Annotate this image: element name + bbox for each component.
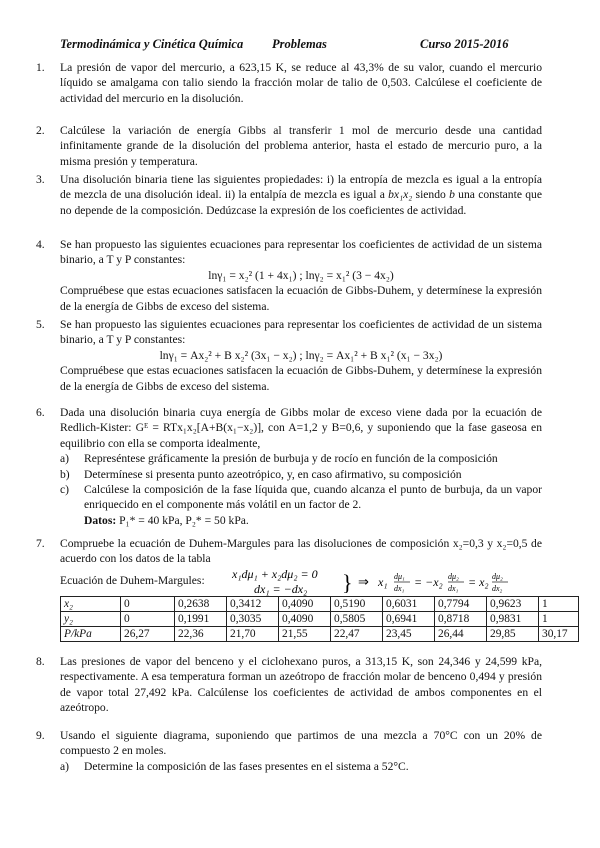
svg-text:x₁dμ₁ + x₂dμ₂ = 0: x₁dμ₁ + x₂dμ₂ = 0: [232, 567, 318, 581]
table-cell: 0,3412: [227, 597, 279, 612]
problem-6: [36, 405, 542, 528]
table-cell: 0,6031: [383, 597, 435, 612]
activity-equations: lnγ₁ = x₂² (1 + 4x₁) ; lnγ₂ = x₁² (3 − 4x₂): [208, 268, 394, 282]
problem-5: [36, 317, 542, 394]
course-year: Curso 2015-2016: [420, 37, 509, 51]
svg-text:}: }: [342, 570, 353, 595]
svg-text:dx₁ = −dx₂: dx₁ = −dx₂: [254, 582, 308, 596]
table-cell: 0,8718: [435, 612, 487, 627]
problem-8: [36, 654, 542, 716]
problem-outro: Compruébese que estas ecuaciones satisfacen la ecuación de Gibbs-Duhem, y determínese la expresión de la energía de Gibbs de exceso del sistema.: [60, 364, 542, 393]
table-cell: 21,55: [279, 627, 331, 642]
table-cell: 0,9831: [487, 612, 539, 627]
row-header: x₂: [61, 597, 121, 612]
table-row: [61, 627, 579, 642]
problem-4: [36, 237, 542, 314]
problem-1: [36, 60, 542, 106]
svg-text:dx₁: dx₁: [448, 584, 459, 593]
problem-number: 8.: [36, 655, 45, 668]
table-cell: 0,3035: [227, 612, 279, 627]
duhem-margules-equation: [60, 566, 560, 596]
sub-item-b: b) Determínese si presenta punto azeotrópico, y, en caso afirmativo, su composición: [60, 467, 462, 481]
document-type: Problemas: [272, 37, 327, 51]
table-cell: 29,85: [487, 627, 539, 642]
svg-text:dμ₂: dμ₂: [448, 572, 459, 581]
problem-number: 3.: [36, 173, 45, 186]
course-subject: Termodinámica y Cinética Química: [60, 37, 244, 51]
problem-outro: Compruébese que estas ecuaciones satisfacen la ecuación de Gibbs-Duhem, y determínese la expresión de la energía de Gibbs de exceso del sistema.: [60, 284, 542, 313]
row-header: P/kPa: [61, 627, 121, 642]
table-cell: 0,2638: [175, 597, 227, 612]
table-cell: 0,4090: [279, 612, 331, 627]
constant-b: b: [449, 188, 455, 202]
sub-item-a: a) Determine la composición de las fases presentes en el sistema a 52°C.: [60, 759, 409, 773]
activity-equations: lnγ₁ = Ax₂² + B x₂² (3x₁ − x₂) ; lnγ₂ = Ax₁² + B x₁² (x₁ − 3x₂): [159, 348, 443, 362]
problem-number: 5.: [36, 318, 45, 331]
svg-text:dμ₂: dμ₂: [492, 572, 503, 581]
problem-intro: Compruebe la ecuación de Duhem-Margules para las disoluciones de composición x₂=0,3 y x₂=0,5 de acuerdo con los datos de la tabla: [60, 537, 542, 566]
problem-number: 4.: [36, 238, 45, 251]
table-cell: 0: [121, 612, 175, 627]
problem-text: Calcúlese la variación de energía Gibbs al transferir 1 mol de mercurio desde una cantidad infinitamente grande de la disolución del problema anterior, hasta el estado de mercurio puro, a la misma presión y temperatura.: [60, 124, 542, 168]
table-row: [61, 612, 579, 627]
table-cell: 0,5805: [331, 612, 383, 627]
table-cell: 0: [121, 597, 175, 612]
table-cell: 0,1991: [175, 612, 227, 627]
problem-text: Las presiones de vapor del benceno y el ciclohexano puros, a 313,15 K, son 24,346 y 24,599 kPa, respectivamente. A esa temperatura forman un azeótropo de fracción molar de benceno 0,494 y presión de vapor total 27,492 kPa. Calcúlense los coeficientes de actividad de ambos componentes en el azeótropo.: [60, 655, 542, 715]
problem-intro: Usando el siguiente diagrama, suponiendo que partimos de una mezcla a 70°C con un 20% de compuesto 2 en moles.: [60, 729, 542, 758]
table-cell: 0,7794: [435, 597, 487, 612]
duhem-label: Ecuación de Duhem-Margules:: [60, 574, 205, 587]
svg-text:⇒: ⇒: [358, 574, 369, 589]
table-cell: 30,17: [539, 627, 579, 642]
problem-number: 7.: [36, 537, 45, 550]
duhem-formula: [230, 566, 560, 596]
table-cell: 0,9623: [487, 597, 539, 612]
table-cell: 26,44: [435, 627, 487, 642]
table-cell: 1: [539, 612, 579, 627]
problem-text: Una disolución binaria tiene las siguientes propiedades: i) la entropía de mezcla es igual a la entropía de mezcla de una disolución ideal. ii) la entalpía de mezcla es igual a bx₁x₂ siendo b una constante que no depende de la composición. Dedúzcase la expresión de los coeficientes de actividad.: [60, 173, 542, 217]
problem-9: [36, 728, 542, 774]
table-cell: 22,36: [175, 627, 227, 642]
problem-intro: Dada una disolución binaria cuya energía de Gibbs molar de exceso viene dada por la ecuación de Redlich-Kister: Gᴱ = RTx₁x₂[A+B(x₁−x₂)], con A=1,2 y B=0,6, y suponiendo que la fase gaseosa en equilibrio con ella se comporta idealmente,: [60, 406, 542, 450]
problem-intro: Se han propuesto las siguientes ecuaciones para representar los coeficientes de actividad de un sistema binario, a T y P constantes:: [60, 318, 542, 347]
problem-number: 2.: [36, 124, 45, 137]
table-cell: 0,6941: [383, 612, 435, 627]
row-header: y₂: [61, 612, 121, 627]
table-cell: 26,27: [121, 627, 175, 642]
sub-item-c: c) Calcúlese la composición de la fase líquida que, cuando alcanza el punto de burbuja, da un vapor enriquecido en el componente más volátil en un factor de 2.: [60, 483, 542, 512]
problem-intro: Se han propuesto las siguientes ecuaciones para representar los coeficientes de actividad de un sistema binario, a T y P constantes:: [60, 238, 542, 267]
problem-number: 9.: [36, 729, 45, 742]
problem-3: [36, 172, 542, 218]
table-row: [61, 597, 579, 612]
problem-7: [36, 536, 542, 567]
svg-text:dμ₁: dμ₁: [394, 572, 405, 581]
table-cell: 21,70: [227, 627, 279, 642]
table-cell: 22,47: [331, 627, 383, 642]
given-data: Datos: P₁* = 40 kPa, P₂* = 50 kPa.: [84, 513, 249, 527]
table-cell: 1: [539, 597, 579, 612]
table-cell: 0,4090: [279, 597, 331, 612]
problem-text: La presión de vapor del mercurio, a 623,15 K, se reduce al 43,3% de su valor, cuando el mercurio líquido se amalgama con talio siendo la fracción molar de talio de 0,503. Calcúlese el coeficiente de actividad del mercurio en la disolución.: [60, 61, 542, 105]
data-table: [60, 596, 579, 642]
svg-text:dx₂: dx₂: [492, 584, 503, 593]
svg-text:dx₁: dx₁: [394, 584, 405, 593]
table-cell: 0,5190: [331, 597, 383, 612]
svg-text:x₁: x₁: [378, 575, 388, 589]
sub-item-a: a) Represéntese gráficamente la presión de burbuja y de rocío en función de la composición: [60, 452, 498, 466]
enthalpy-expression: bx₁x₂: [388, 188, 413, 202]
svg-text:= −x₂: = −x₂: [414, 575, 443, 589]
table-cell: 23,45: [383, 627, 435, 642]
problem-number: 6.: [36, 406, 45, 419]
svg-text:= x₂: = x₂: [468, 575, 489, 589]
problem-number: 1.: [36, 61, 45, 74]
problem-2: [36, 123, 542, 169]
